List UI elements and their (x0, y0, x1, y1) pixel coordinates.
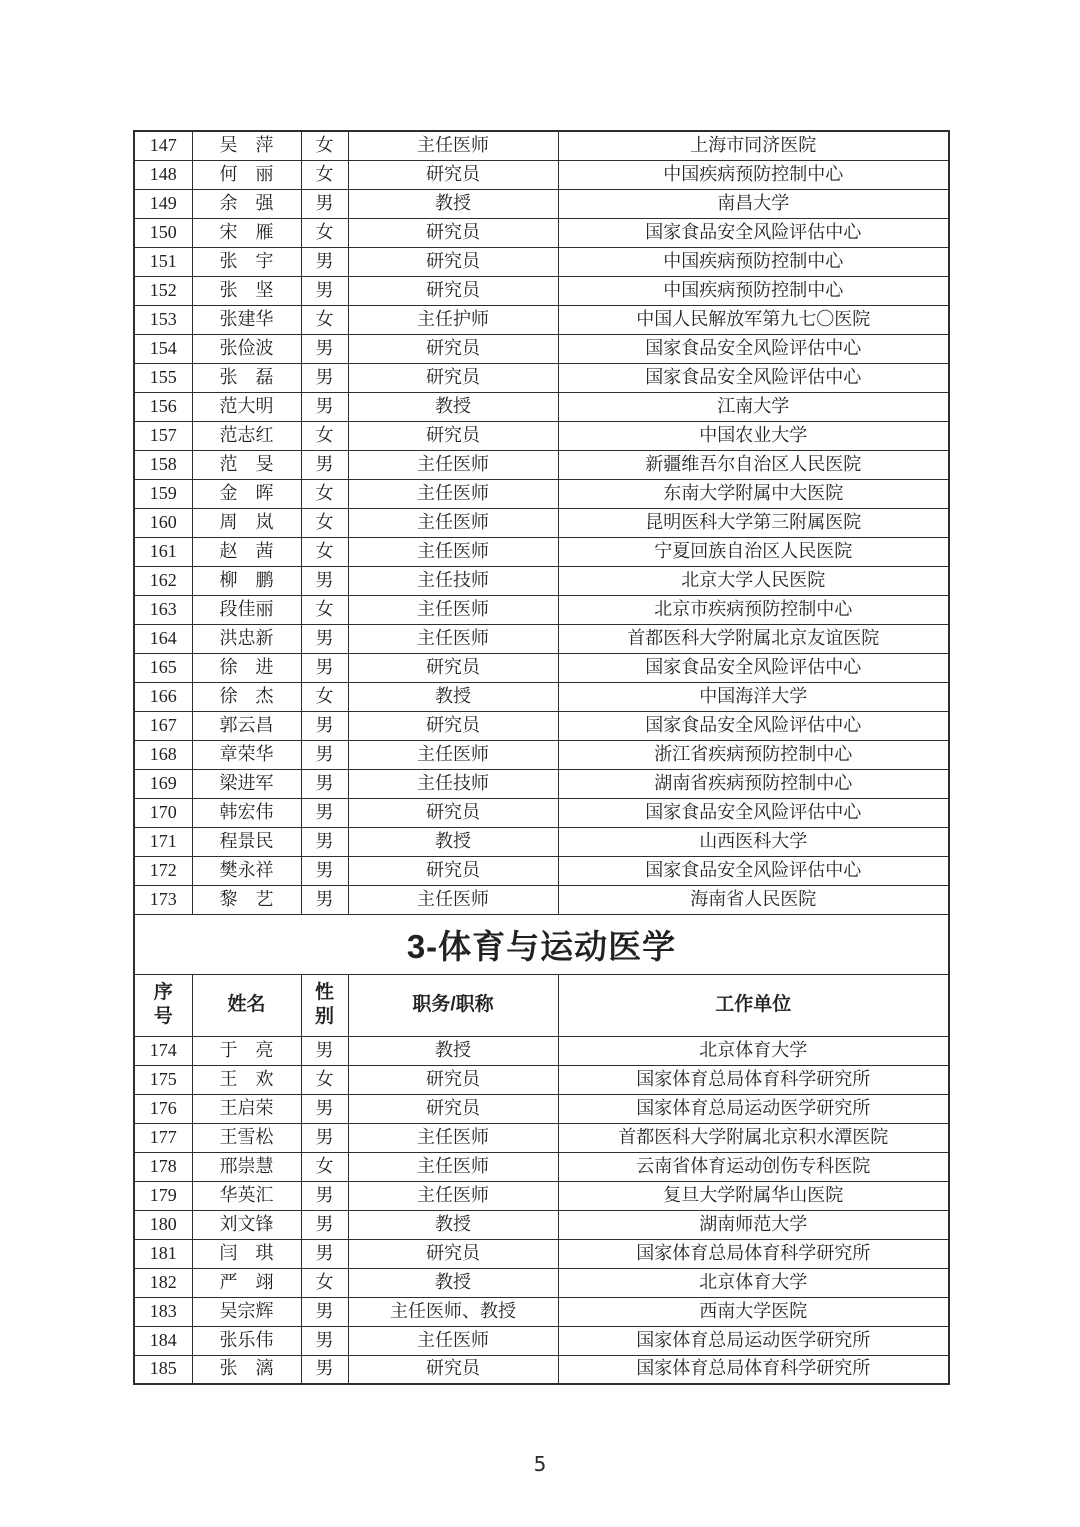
job-title-cell: 研究员 (348, 247, 558, 276)
gender-cell: 男 (301, 1355, 348, 1384)
gender-cell: 男 (301, 1094, 348, 1123)
row-number: 172 (134, 856, 192, 885)
person-name: 王启荣 (192, 1094, 301, 1123)
gender-cell: 男 (301, 189, 348, 218)
job-title-cell: 教授 (348, 189, 558, 218)
gender-cell: 男 (301, 1239, 348, 1268)
gender-cell: 女 (301, 479, 348, 508)
work-unit-cell: 东南大学附属中大医院 (558, 479, 949, 508)
table-row (134, 276, 949, 305)
row-number: 168 (134, 740, 192, 769)
job-title-cell: 研究员 (348, 1239, 558, 1268)
person-name: 张 坚 (192, 276, 301, 305)
job-title-cell: 主任医师 (348, 1326, 558, 1355)
gender-cell: 女 (301, 508, 348, 537)
table-row (134, 450, 949, 479)
row-number: 173 (134, 885, 192, 914)
work-unit-cell: 海南省人民医院 (558, 885, 949, 914)
row-number: 149 (134, 189, 192, 218)
job-title-cell: 研究员 (348, 711, 558, 740)
work-unit-cell: 复旦大学附属华山医院 (558, 1181, 949, 1210)
gender-cell: 女 (301, 218, 348, 247)
table-row (134, 769, 949, 798)
row-number: 180 (134, 1210, 192, 1239)
table-header-row (134, 974, 949, 1036)
table-row (134, 653, 949, 682)
row-number: 170 (134, 798, 192, 827)
table-row (134, 479, 949, 508)
job-title-cell: 教授 (348, 827, 558, 856)
row-number: 164 (134, 624, 192, 653)
job-title-cell: 研究员 (348, 1065, 558, 1094)
person-name: 余 强 (192, 189, 301, 218)
table-row (134, 566, 949, 595)
table-row (134, 508, 949, 537)
person-name: 闫 琪 (192, 1239, 301, 1268)
work-unit-cell: 南昌大学 (558, 189, 949, 218)
person-name: 张 磊 (192, 363, 301, 392)
person-name: 吴宗辉 (192, 1297, 301, 1326)
gender-cell: 男 (301, 798, 348, 827)
table-row (134, 392, 949, 421)
table-row (134, 682, 949, 711)
job-title-cell: 主任医师 (348, 508, 558, 537)
row-number: 167 (134, 711, 192, 740)
gender-cell: 女 (301, 537, 348, 566)
section-block (134, 914, 949, 1036)
work-unit-cell: 中国疾病预防控制中心 (558, 160, 949, 189)
table-row (134, 827, 949, 856)
gender-cell: 男 (301, 769, 348, 798)
table-row (134, 537, 949, 566)
section-title-row (134, 914, 949, 974)
work-unit-cell: 中国疾病预防控制中心 (558, 276, 949, 305)
header-label-gender: 性别 (314, 982, 334, 1027)
gender-cell: 女 (301, 1152, 348, 1181)
job-title-cell: 主任医师 (348, 1123, 558, 1152)
job-title-cell: 主任护师 (348, 305, 558, 334)
table-row (134, 334, 949, 363)
job-title-cell: 研究员 (348, 276, 558, 305)
job-title-cell: 研究员 (348, 363, 558, 392)
row-number: 184 (134, 1326, 192, 1355)
gender-cell: 女 (301, 595, 348, 624)
job-title-cell: 主任医师 (348, 1181, 558, 1210)
work-unit-cell: 国家食品安全风险评估中心 (558, 798, 949, 827)
job-title-cell: 主任医师 (348, 537, 558, 566)
gender-cell: 男 (301, 1123, 348, 1152)
header-cell-no (134, 974, 192, 1036)
row-number: 148 (134, 160, 192, 189)
job-title-cell: 主任医师 (348, 885, 558, 914)
header-cell-unit: 工作单位 (558, 974, 949, 1036)
job-title-cell: 研究员 (348, 334, 558, 363)
job-title-cell: 教授 (348, 1036, 558, 1065)
person-name: 徐 杰 (192, 682, 301, 711)
roster-table (133, 130, 950, 1385)
job-title-cell: 主任技师 (348, 769, 558, 798)
section-title: 3-体育与运动医学 (134, 914, 949, 974)
table-row (134, 711, 949, 740)
header-label-no: 序号 (153, 982, 173, 1027)
job-title-cell: 主任医师 (348, 131, 558, 160)
row-number: 178 (134, 1152, 192, 1181)
work-unit-cell: 北京体育大学 (558, 1268, 949, 1297)
work-unit-cell: 国家食品安全风险评估中心 (558, 653, 949, 682)
work-unit-cell: 西南大学医院 (558, 1297, 949, 1326)
roster-rows-part2 (134, 1036, 949, 1384)
row-number: 157 (134, 421, 192, 450)
gender-cell: 男 (301, 363, 348, 392)
header-cell-gender (301, 974, 348, 1036)
job-title-cell: 教授 (348, 682, 558, 711)
person-name: 洪忠新 (192, 624, 301, 653)
work-unit-cell: 北京市疾病预防控制中心 (558, 595, 949, 624)
work-unit-cell: 首都医科大学附属北京友谊医院 (558, 624, 949, 653)
job-title-cell: 研究员 (348, 160, 558, 189)
job-title-cell: 教授 (348, 392, 558, 421)
table-row (134, 131, 949, 160)
work-unit-cell: 北京体育大学 (558, 1036, 949, 1065)
table-row (134, 856, 949, 885)
person-name: 吴 萍 (192, 131, 301, 160)
table-row (134, 595, 949, 624)
row-number: 147 (134, 131, 192, 160)
gender-cell: 男 (301, 566, 348, 595)
work-unit-cell: 国家体育总局运动医学研究所 (558, 1094, 949, 1123)
work-unit-cell: 湖南省疾病预防控制中心 (558, 769, 949, 798)
gender-cell: 男 (301, 711, 348, 740)
gender-cell: 男 (301, 276, 348, 305)
table-row (134, 218, 949, 247)
person-name: 刘文锋 (192, 1210, 301, 1239)
person-name: 张建华 (192, 305, 301, 334)
row-number: 153 (134, 305, 192, 334)
job-title-cell: 研究员 (348, 421, 558, 450)
person-name: 周 岚 (192, 508, 301, 537)
table-row (134, 1094, 949, 1123)
person-name: 华英汇 (192, 1181, 301, 1210)
work-unit-cell: 国家体育总局体育科学研究所 (558, 1355, 949, 1384)
table-row (134, 1065, 949, 1094)
person-name: 严 翊 (192, 1268, 301, 1297)
work-unit-cell: 国家体育总局体育科学研究所 (558, 1239, 949, 1268)
person-name: 张 漓 (192, 1355, 301, 1384)
row-number: 158 (134, 450, 192, 479)
row-number: 155 (134, 363, 192, 392)
table-row (134, 421, 949, 450)
table-row (134, 363, 949, 392)
work-unit-cell: 中国疾病预防控制中心 (558, 247, 949, 276)
person-name: 何 丽 (192, 160, 301, 189)
job-title-cell: 主任技师 (348, 566, 558, 595)
row-number: 154 (134, 334, 192, 363)
work-unit-cell: 云南省体育运动创伤专科医院 (558, 1152, 949, 1181)
person-name: 于 亮 (192, 1036, 301, 1065)
person-name: 徐 进 (192, 653, 301, 682)
gender-cell: 男 (301, 334, 348, 363)
table-row (134, 305, 949, 334)
row-number: 151 (134, 247, 192, 276)
person-name: 郭云昌 (192, 711, 301, 740)
table-row (134, 1355, 949, 1384)
person-name: 张乐伟 (192, 1326, 301, 1355)
gender-cell: 男 (301, 1297, 348, 1326)
person-name: 黎 艺 (192, 885, 301, 914)
person-name: 樊永祥 (192, 856, 301, 885)
person-name: 程景民 (192, 827, 301, 856)
person-name: 柳 鹏 (192, 566, 301, 595)
gender-cell: 男 (301, 247, 348, 276)
person-name: 赵 茜 (192, 537, 301, 566)
job-title-cell: 教授 (348, 1268, 558, 1297)
job-title-cell: 研究员 (348, 1094, 558, 1123)
gender-cell: 女 (301, 1268, 348, 1297)
person-name: 王雪松 (192, 1123, 301, 1152)
job-title-cell: 研究员 (348, 653, 558, 682)
work-unit-cell: 国家体育总局体育科学研究所 (558, 1065, 949, 1094)
job-title-cell: 研究员 (348, 218, 558, 247)
job-title-cell: 教授 (348, 1210, 558, 1239)
gender-cell: 男 (301, 1326, 348, 1355)
person-name: 韩宏伟 (192, 798, 301, 827)
work-unit-cell: 江南大学 (558, 392, 949, 421)
row-number: 182 (134, 1268, 192, 1297)
row-number: 185 (134, 1355, 192, 1384)
job-title-cell: 主任医师 (348, 595, 558, 624)
row-number: 162 (134, 566, 192, 595)
job-title-cell: 主任医师、教授 (348, 1297, 558, 1326)
work-unit-cell: 昆明医科大学第三附属医院 (558, 508, 949, 537)
row-number: 179 (134, 1181, 192, 1210)
work-unit-cell: 国家食品安全风险评估中心 (558, 363, 949, 392)
work-unit-cell: 山西医科大学 (558, 827, 949, 856)
work-unit-cell: 国家食品安全风险评估中心 (558, 218, 949, 247)
row-number: 174 (134, 1036, 192, 1065)
table-row (134, 1297, 949, 1326)
gender-cell: 女 (301, 131, 348, 160)
job-title-cell: 主任医师 (348, 624, 558, 653)
gender-cell: 男 (301, 740, 348, 769)
work-unit-cell: 湖南师范大学 (558, 1210, 949, 1239)
row-number: 169 (134, 769, 192, 798)
header-cell-title: 职务/职称 (348, 974, 558, 1036)
gender-cell: 男 (301, 450, 348, 479)
table-row (134, 160, 949, 189)
table-row (134, 798, 949, 827)
row-number: 150 (134, 218, 192, 247)
person-name: 张 宇 (192, 247, 301, 276)
work-unit-cell: 宁夏回族自治区人民医院 (558, 537, 949, 566)
table-row (134, 1210, 949, 1239)
work-unit-cell: 中国人民解放军第九七〇医院 (558, 305, 949, 334)
work-unit-cell: 北京大学人民医院 (558, 566, 949, 595)
gender-cell: 女 (301, 421, 348, 450)
roster-rows-part1 (134, 131, 949, 914)
table-row (134, 1181, 949, 1210)
row-number: 156 (134, 392, 192, 421)
table-row (134, 1152, 949, 1181)
gender-cell: 男 (301, 624, 348, 653)
gender-cell: 男 (301, 856, 348, 885)
gender-cell: 女 (301, 682, 348, 711)
person-name: 范大明 (192, 392, 301, 421)
work-unit-cell: 首都医科大学附属北京积水潭医院 (558, 1123, 949, 1152)
gender-cell: 女 (301, 1065, 348, 1094)
table-row (134, 1326, 949, 1355)
person-name: 王 欢 (192, 1065, 301, 1094)
table-row (134, 885, 949, 914)
work-unit-cell: 中国农业大学 (558, 421, 949, 450)
person-name: 张俭波 (192, 334, 301, 363)
work-unit-cell: 新疆维吾尔自治区人民医院 (558, 450, 949, 479)
person-name: 梁进军 (192, 769, 301, 798)
gender-cell: 男 (301, 827, 348, 856)
gender-cell: 男 (301, 1181, 348, 1210)
job-title-cell: 主任医师 (348, 479, 558, 508)
job-title-cell: 主任医师 (348, 450, 558, 479)
table-row (134, 1239, 949, 1268)
gender-cell: 男 (301, 1210, 348, 1239)
person-name: 范 旻 (192, 450, 301, 479)
person-name: 章荣华 (192, 740, 301, 769)
person-name: 金 晖 (192, 479, 301, 508)
table-row (134, 1123, 949, 1152)
row-number: 176 (134, 1094, 192, 1123)
person-name: 邢崇慧 (192, 1152, 301, 1181)
job-title-cell: 研究员 (348, 856, 558, 885)
table-row (134, 624, 949, 653)
work-unit-cell: 国家体育总局运动医学研究所 (558, 1326, 949, 1355)
person-name: 宋 雁 (192, 218, 301, 247)
work-unit-cell: 浙江省疾病预防控制中心 (558, 740, 949, 769)
person-name: 范志红 (192, 421, 301, 450)
work-unit-cell: 国家食品安全风险评估中心 (558, 711, 949, 740)
table-row (134, 740, 949, 769)
person-name: 段佳丽 (192, 595, 301, 624)
gender-cell: 男 (301, 392, 348, 421)
row-number: 181 (134, 1239, 192, 1268)
job-title-cell: 研究员 (348, 798, 558, 827)
row-number: 163 (134, 595, 192, 624)
row-number: 160 (134, 508, 192, 537)
gender-cell: 女 (301, 305, 348, 334)
row-number: 175 (134, 1065, 192, 1094)
job-title-cell: 主任医师 (348, 1152, 558, 1181)
work-unit-cell: 国家食品安全风险评估中心 (558, 856, 949, 885)
job-title-cell: 主任医师 (348, 740, 558, 769)
row-number: 165 (134, 653, 192, 682)
gender-cell: 男 (301, 653, 348, 682)
row-number: 159 (134, 479, 192, 508)
table-row (134, 247, 949, 276)
table-row (134, 1268, 949, 1297)
row-number: 171 (134, 827, 192, 856)
header-cell-name: 姓名 (192, 974, 301, 1036)
work-unit-cell: 国家食品安全风险评估中心 (558, 334, 949, 363)
table-row (134, 189, 949, 218)
gender-cell: 女 (301, 160, 348, 189)
row-number: 161 (134, 537, 192, 566)
row-number: 152 (134, 276, 192, 305)
gender-cell: 男 (301, 1036, 348, 1065)
gender-cell: 男 (301, 885, 348, 914)
work-unit-cell: 中国海洋大学 (558, 682, 949, 711)
row-number: 183 (134, 1297, 192, 1326)
row-number: 166 (134, 682, 192, 711)
table-row (134, 1036, 949, 1065)
job-title-cell: 研究员 (348, 1355, 558, 1384)
page-number: 5 (533, 1452, 547, 1476)
work-unit-cell: 上海市同济医院 (558, 131, 949, 160)
row-number: 177 (134, 1123, 192, 1152)
